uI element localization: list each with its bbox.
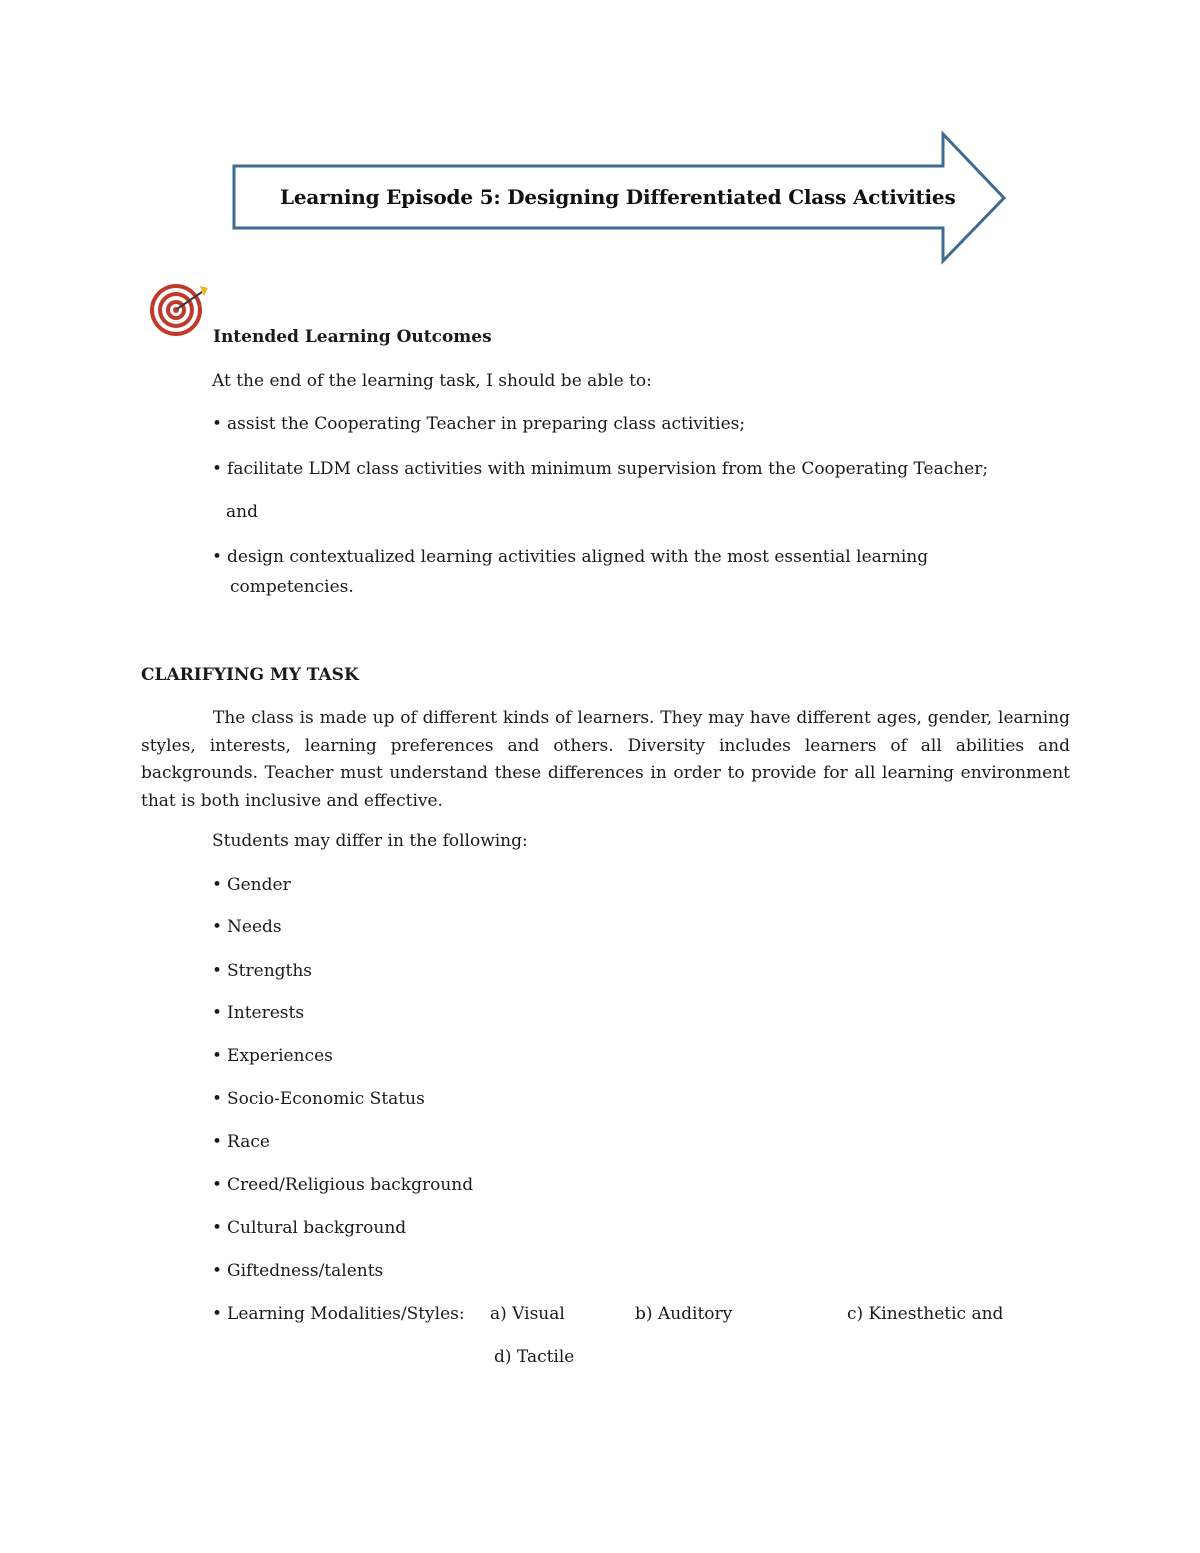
outcome-item-text: facilitate LDM class activities with minimum supervision from the Cooperating Teacher; <box>227 459 989 479</box>
difference-item <box>212 1046 333 1066</box>
outcome-item-text: design contextualized learning activities aligned with the most essential learning <box>227 547 929 567</box>
difference-item <box>212 875 291 895</box>
bullet-icon: • <box>212 961 223 981</box>
outcome-item-continuation: competencies. <box>230 577 354 597</box>
difference-item-text: Socio-Economic Status <box>227 1089 425 1109</box>
difference-item-text: Race <box>227 1132 270 1152</box>
bullet-icon: • <box>212 1304 223 1324</box>
clarifying-paragraph: The class is made up of different kinds of learners. They may have different ages, gender, learning styles, interests, learning preferences and others. Diversity includes learners of all abilities and backgrounds. Teacher must understand these differences in order to provide for all learning environment that is both inclusive and effective. <box>141 708 1070 811</box>
difference-item <box>212 1175 473 1195</box>
difference-item-text: Creed/Religious background <box>227 1175 474 1195</box>
outcome-item-text: assist the Cooperating Teacher in preparing class activities; <box>227 414 746 434</box>
modality-auditory: b) Auditory <box>635 1304 733 1324</box>
bullet-icon: • <box>212 1089 223 1109</box>
outcome-item <box>212 414 745 434</box>
difference-item <box>212 1218 406 1238</box>
difference-item <box>212 917 282 937</box>
intended-outcomes-heading: Intended Learning Outcomes <box>213 327 492 347</box>
bullet-icon: • <box>212 1261 223 1281</box>
bullet-icon: • <box>212 1046 223 1066</box>
modalities-item <box>212 1304 465 1324</box>
page-title: Learning Episode 5: Designing Differentiated Class Activities <box>280 185 956 209</box>
bullet-icon: • <box>212 414 223 434</box>
bullet-icon: • <box>212 917 223 937</box>
target-icon <box>148 280 210 338</box>
modalities-label: Learning Modalities/Styles: <box>227 1304 465 1324</box>
difference-item-text: Giftedness/talents <box>227 1261 384 1281</box>
differ-intro: Students may differ in the following: <box>212 831 528 851</box>
difference-item <box>212 1132 270 1152</box>
difference-item-text: Cultural background <box>227 1218 407 1238</box>
outcome-item <box>212 459 988 479</box>
bullet-icon: • <box>212 459 223 479</box>
bullet-icon: • <box>212 875 223 895</box>
bullet-icon: • <box>212 1132 223 1152</box>
bullet-icon: • <box>212 1218 223 1238</box>
bullet-icon: • <box>212 547 223 567</box>
difference-item <box>212 1003 304 1023</box>
outcome-item <box>212 547 928 567</box>
difference-item-text: Gender <box>227 875 291 895</box>
difference-item <box>212 1089 425 1109</box>
clarifying-task-heading: CLARIFYING MY TASK <box>141 665 359 685</box>
difference-item <box>212 1261 383 1281</box>
modality-kinesthetic: c) Kinesthetic and <box>847 1304 1004 1324</box>
modality-tactile: d) Tactile <box>494 1347 575 1367</box>
outcome-item-continuation: and <box>226 502 258 522</box>
difference-item-text: Needs <box>227 917 282 937</box>
difference-item <box>212 961 312 981</box>
outcomes-intro: At the end of the learning task, I should be able to: <box>212 371 652 391</box>
difference-item-text: Interests <box>227 1003 305 1023</box>
difference-item-text: Strengths <box>227 961 313 981</box>
modality-visual: a) Visual <box>490 1304 565 1324</box>
bullet-icon: • <box>212 1175 223 1195</box>
difference-item-text: Experiences <box>227 1046 333 1066</box>
bullet-icon: • <box>212 1003 223 1023</box>
